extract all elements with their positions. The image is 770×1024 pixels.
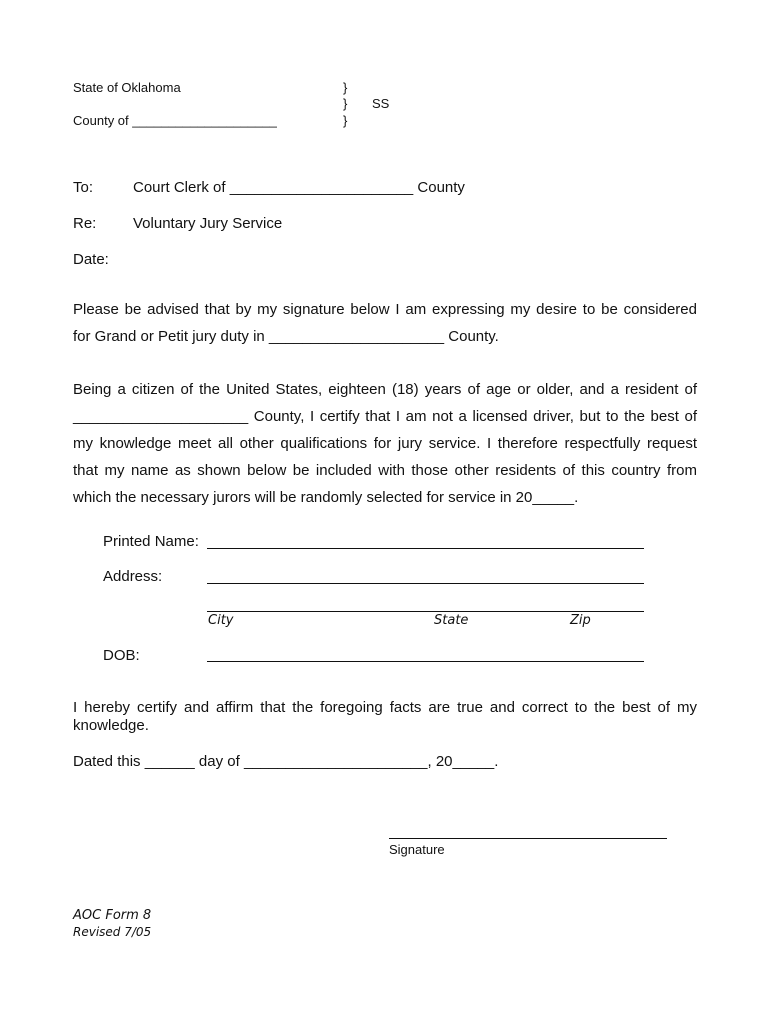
dated-line: Dated this ______ day of ______________________, 20_____. [73,753,499,770]
brace: } [343,96,348,111]
city-caption: City [208,613,234,628]
signature-label: Signature [389,842,445,857]
paragraph-line: Being a citizen of the United States, eighteen (18) years of age or older, and a resident of [73,381,697,398]
to-value: Court Clerk of ______________________ County [133,179,465,196]
paragraph-line: that my name as shown below be included with those other residents of this country from [73,462,697,479]
re-value: Voluntary Jury Service [133,215,283,232]
paragraph-line: which the necessary jurors will be randomly selected for service in 20_____. [73,489,579,506]
dob-label: DOB: [103,647,140,664]
paragraph-line: _____________________ County, I certify that I am not a licensed driver, but to the best of [73,408,697,425]
date-label: Date: [73,251,109,268]
city-state-zip-field[interactable] [207,611,644,612]
re-label: Re: [73,215,97,232]
zip-caption: Zip [570,613,591,628]
certify-line: knowledge. [73,717,149,734]
paragraph-line: Please be advised that by my signature below I am expressing my desire to be considered [73,301,697,318]
to-label: To: [73,179,94,196]
paragraph-line: for Grand or Petit jury duty in _____________________ County. [73,328,499,345]
revision-date: Revised 7/05 [73,925,152,939]
brace: } [343,80,348,95]
state-field-caption: State [434,613,469,628]
state-caption: State of Oklahoma [73,80,181,95]
form-number: AOC Form 8 [73,908,152,923]
county-caption: County of ____________________ [73,113,277,128]
printed-name-field[interactable] [207,548,644,549]
address-label: Address: [103,568,163,585]
paragraph-line: my knowledge meet all other qualifications for jury service. I therefore respectfully request [73,435,697,452]
printed-name-label: Printed Name: [103,533,199,550]
address-field[interactable] [207,583,644,584]
brace: } [343,113,348,128]
ss-label: SS [372,96,390,111]
signature-field[interactable] [389,838,667,839]
dob-field[interactable] [207,661,644,662]
certify-line: I hereby certify and affirm that the foregoing facts are true and correct to the best of my [73,699,697,716]
